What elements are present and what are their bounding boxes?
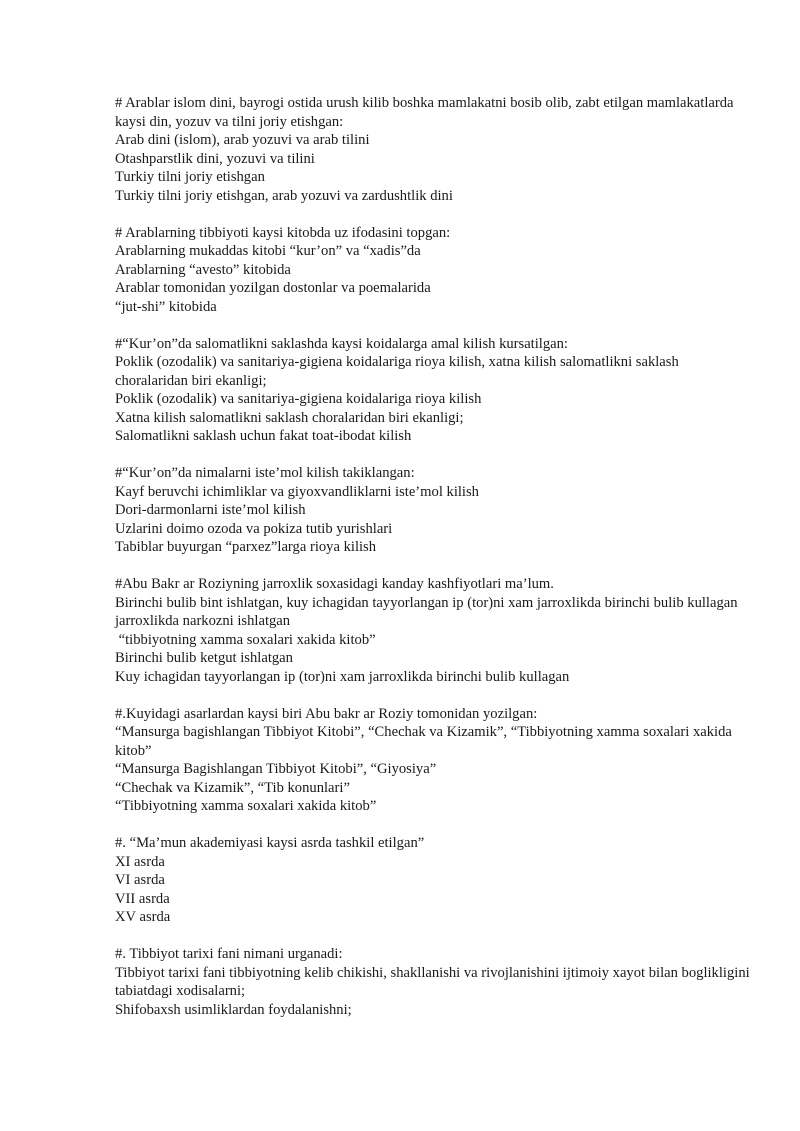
question-block [115,705,755,816]
answer-option: Turkiy tilni joriy etishgan, arab yozuvi va zardushtlik dini [115,187,453,204]
answer-option: Birinchi bulib ketgut ishlatgan [115,650,293,666]
document-body [115,94,755,1038]
answer-option: Kayf beruvchi ichimliklar va giyoxvandliklarni iste’mol kilish [115,483,479,500]
answer-option: Tabiblar buyurgan “parxez”larga rioya kilish [115,539,377,555]
answer-option: “Tibbiyotning xamma soxalari xakida kitob” [115,798,377,814]
answer-option: “Mansurga Bagishlangan Tibbiyot Kitobi”, “Giyosiya” [115,761,437,777]
question-block [115,575,755,686]
answer-option: “tibbiyotning xamma soxalari xakida kitob” [115,631,376,648]
answer-option: Arab dini (islom), arab yozuvi va arab tilini [115,132,370,148]
answer-option: Arablarning “avesto” kitobida [115,261,291,278]
answer-option: Dori-darmonlarni iste’mol kilish [115,502,306,518]
answer-option: Salomatlikni saklash uchun fakat toat-ibodat kilish [115,428,412,444]
question-text: # Arablarning tibbiyoti kaysi kitobda uz ifodasini topgan: [115,224,451,241]
answer-option: “Mansurga bagishlangan Tibbiyot Kitobi”, “Chechak va Kizamik”, “Tibbiyotning xamma soxalari xakida kitob” [115,724,732,759]
answer-option: “Chechak va Kizamik”, “Tib konunlari” [115,779,350,796]
question-text: # Arablar islom dini, bayrogi ostida urush kilib boshka mamlakatni bosib olib, zabt etilgan mamlakatlarda kaysi din, yozuv va tilni joriy etishgan: [115,95,734,130]
question-text: #Abu Bakr ar Roziyning jarroxlik soxasidagi kanday kashfiyotlari ma’lum. [115,576,554,592]
answer-option: Shifobaxsh usimliklardan foydalanishni; [115,1001,352,1018]
question-block [115,335,755,446]
question-block [115,464,755,557]
answer-option: Arablar tomonidan yozilgan dostonlar va poemalarida [115,280,431,296]
answer-option: Birinchi bulib bint ishlatgan, kuy ichagidan tayyorlangan ip (tor)ni xam jarroxlikda birinchi bulib kullagan jarroxlikda narkozni ishlatgan [115,594,738,629]
question-text: #. “Ma’mun akademiyasi kaysi asrda tashkil etilgan” [115,835,425,851]
question-text: #“Kur’on”da salomatlikni saklashda kaysi koidalarga amal kilish kursatilgan: [115,335,568,352]
answer-option: Xatna kilish salomatlikni saklash choralaridan biri ekanligi; [115,409,464,426]
answer-option: Uzlarini doimo ozoda va pokiza tutib yurishlari [115,520,393,537]
question-text: #. Tibbiyot tarixi fani nimani urganadi: [115,946,343,962]
question-block [115,945,755,1019]
answer-option: tabiatdagi xodisalarni; [115,983,246,999]
answer-option: Tibbiyot tarixi fani tibbiyotning kelib chikishi, shakllanishi va rivojlanishini ijtimoiy xayot bilan boglikligini [115,964,750,981]
answer-option: “jut-shi” kitobida [115,298,217,315]
question-block [115,94,755,205]
answer-option: Otashparstlik dini, yozuvi va tilini [115,150,315,167]
answer-option: XV asrda [115,909,171,925]
question-block [115,834,755,927]
answer-option: Turkiy tilni joriy etishgan [115,169,265,185]
answer-option: Poklik (ozodalik) va sanitariya-gigiena koidalariga rioya kilish [115,391,482,407]
question-text: #“Kur’on”da nimalarni iste’mol kilish takiklangan: [115,465,415,481]
answer-option: Poklik (ozodalik) va sanitariya-gigiena koidalariga rioya kilish, xatna kilish salomatlikni saklash choralaridan biri ekanligi; [115,354,679,389]
answer-option: Kuy ichagidan tayyorlangan ip (tor)ni xam jarroxlikda birinchi bulib kullagan [115,668,570,685]
answer-option: Arablarning mukaddas kitobi “kur’on” va “xadis”da [115,243,421,259]
answer-option: XI asrda [115,853,165,870]
answer-option: VII asrda [115,890,170,907]
answer-option: VI asrda [115,872,165,888]
question-text: #.Kuyidagi asarlardan kaysi biri Abu bakr ar Roziy tomonidan yozilgan: [115,705,538,722]
question-block [115,224,755,317]
